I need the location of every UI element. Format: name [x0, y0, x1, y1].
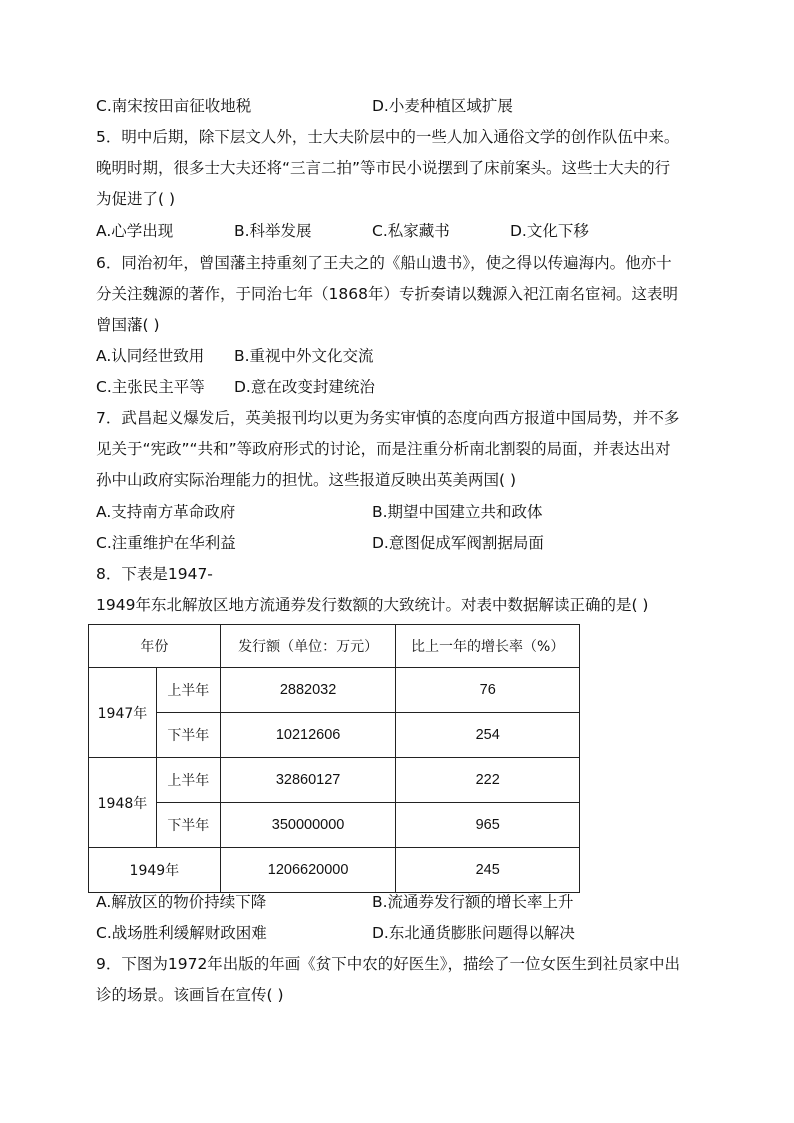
table-row: [89, 668, 580, 713]
amount-cell: 10212606: [220, 713, 396, 758]
q5-stem-line1: 5．明中后期，除下层文人外，士大夫阶层中的一些人加入通俗文学的创作队伍中来。: [96, 128, 680, 146]
q6-option-a: A.认同经世致用: [96, 347, 205, 365]
year-cell: 1947年: [89, 668, 157, 758]
rate-cell: 245: [396, 848, 580, 893]
rate-cell: 76: [396, 668, 580, 713]
issuance-table: [88, 624, 580, 893]
amount-cell: 1206620000: [220, 848, 396, 893]
q7-option-c: C.注重维护在华利益: [96, 534, 236, 552]
q5-stem-line2: 晚明时期，很多士大夫还将“三言二拍”等市民小说摆到了床前案头。这些士大夫的行: [96, 159, 671, 177]
q6-stem-line1: 6．同治初年，曾国藩主持重刻了王夫之的《船山遗书》，使之得以传遍海内。他亦十: [96, 254, 672, 272]
rate-cell: 254: [396, 713, 580, 758]
q5-option-a: A.心学出现: [96, 222, 174, 240]
q5-option-d: D.文化下移: [510, 222, 589, 240]
half-cell: 下半年: [156, 803, 220, 848]
amount-cell: 32860127: [220, 758, 396, 803]
table-row: [89, 758, 580, 803]
amount-cell: 2882032: [220, 668, 396, 713]
q6-stem-line3: 曾国藩( ): [96, 316, 160, 334]
q8-option-c: C.战场胜利缓解财政困难: [96, 924, 267, 942]
q4-option-d: D.小麦种植区域扩展: [372, 97, 513, 115]
q8-option-a: A.解放区的物价持续下降: [96, 893, 267, 911]
q5-option-c: C.私家藏书: [372, 222, 450, 240]
year-cell: 1949年: [89, 848, 221, 893]
q7-stem-line1: 7．武昌起义爆发后，英美报刊均以更为务实审慎的态度向西方报道中国局势，并不多: [96, 409, 680, 427]
q7-stem-line3: 孙中山政府实际治理能力的担忧。这些报道反映出英美两国( ): [96, 471, 517, 489]
q7-option-d: D.意图促成军阀割据局面: [372, 534, 544, 552]
q7-option-b: B.期望中国建立共和政体: [372, 503, 543, 521]
half-cell: 下半年: [156, 713, 220, 758]
q4-option-c: C.南宋按田亩征收地税: [96, 97, 252, 115]
table-row: [89, 803, 580, 848]
header-amount: 发行额（单位：万元）: [220, 625, 396, 668]
q7-stem-line2: 见关于“宪政”“共和”等政府形式的讨论，而是注重分析南北割裂的局面，并表达出对: [96, 440, 671, 458]
q9-stem-line1: 9．下图为1972年出版的年画《贫下中农的好医生》，描绘了一位女医生到社员家中出: [96, 955, 681, 973]
header-year: 年份: [89, 625, 221, 668]
table-row: [89, 848, 580, 893]
q8-stem-line1: 8．下表是1947-: [96, 565, 213, 583]
q7-option-a: A.支持南方革命政府: [96, 503, 236, 521]
year-cell: 1948年: [89, 758, 157, 848]
q6-option-c: C.主张民主平等: [96, 378, 205, 396]
q9-stem-line2: 诊的场景。该画旨在宣传( ): [96, 986, 284, 1004]
q8-option-b: B.流通券发行额的增长率上升: [372, 893, 574, 911]
half-cell: 上半年: [156, 668, 220, 713]
table-row: [89, 713, 580, 758]
header-rate: 比上一年的增长率（%）: [396, 625, 580, 668]
table-header-row: [89, 625, 580, 668]
q8-stem-line2: 1949年东北解放区地方流通券发行数额的大致统计。对表中数据解读正确的是( ): [96, 596, 649, 614]
q6-option-d: D.意在改变封建统治: [234, 378, 375, 396]
rate-cell: 222: [396, 758, 580, 803]
q5-option-b: B.科举发展: [234, 222, 312, 240]
q6-stem-line2: 分关注魏源的著作，于同治七年（1868年）专折奏请以魏源入祀江南名宦祠。这表明: [96, 285, 678, 303]
q8-option-d: D.东北通货膨胀问题得以解决: [372, 924, 575, 942]
half-cell: 上半年: [156, 758, 220, 803]
amount-cell: 350000000: [220, 803, 396, 848]
q5-stem-line3: 为促进了( ): [96, 190, 176, 208]
q6-option-b: B.重视中外文化交流: [234, 347, 374, 365]
rate-cell: 965: [396, 803, 580, 848]
